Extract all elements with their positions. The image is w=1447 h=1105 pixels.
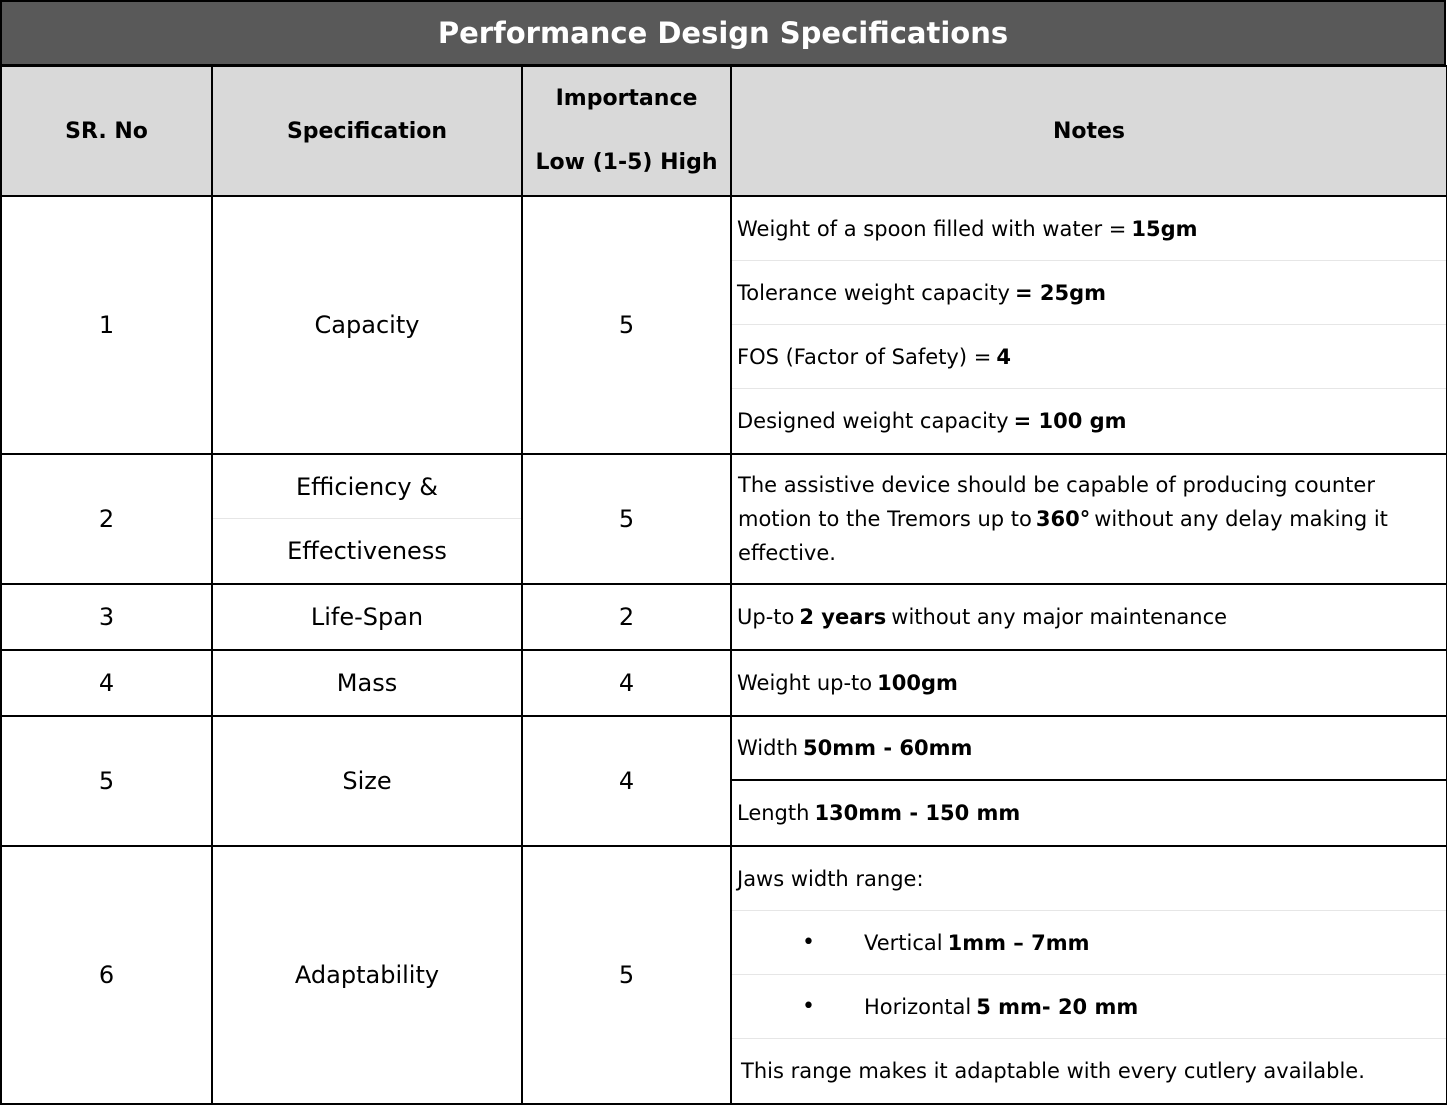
note-line bbox=[732, 651, 1446, 715]
note-text: FOS (Factor of Safety) = bbox=[737, 344, 992, 369]
note-text: without any delay making it effective. bbox=[738, 507, 1388, 565]
table-row bbox=[1, 846, 1447, 1104]
note-text: Length bbox=[737, 801, 810, 825]
specification-line2: Effectiveness bbox=[287, 537, 447, 565]
importance-cell: 5 bbox=[522, 846, 731, 1104]
specification-cell: Life-Span bbox=[212, 584, 522, 650]
sr-no-cell: 3 bbox=[1, 584, 212, 650]
specification-cell: Capacity bbox=[212, 196, 522, 454]
specification-line1: Efficiency & bbox=[213, 455, 521, 519]
note-text: Horizontal bbox=[864, 994, 972, 1019]
note-line bbox=[732, 261, 1446, 325]
header-specification: Specification bbox=[212, 66, 522, 196]
note-text: Weight up-to bbox=[737, 671, 873, 695]
specifications-table bbox=[0, 65, 1447, 1105]
header-row bbox=[1, 66, 1447, 196]
note-line bbox=[732, 585, 1446, 649]
importance-cell: 4 bbox=[522, 716, 731, 846]
header-importance bbox=[522, 66, 731, 196]
table-row bbox=[1, 454, 1447, 584]
table-row bbox=[1, 650, 1447, 716]
note-text: Up-to bbox=[737, 605, 795, 629]
note-value: 1mm – 7mm bbox=[947, 930, 1090, 955]
notes-cell bbox=[731, 650, 1447, 716]
note-text: Width bbox=[737, 736, 799, 760]
bullet-item bbox=[732, 911, 1446, 975]
note-value: 15gm bbox=[1131, 216, 1198, 241]
importance-cell: 4 bbox=[522, 650, 731, 716]
importance-cell: 5 bbox=[522, 454, 731, 584]
sr-no-cell: 6 bbox=[1, 846, 212, 1104]
bullet-icon: • bbox=[802, 930, 815, 955]
note-paragraph bbox=[732, 455, 1446, 583]
notes-cell bbox=[731, 584, 1447, 650]
notes-cell bbox=[731, 716, 1447, 846]
note-value: = 25gm bbox=[1014, 280, 1106, 305]
header-importance-line1: Importance bbox=[555, 86, 698, 111]
note-value: 100gm bbox=[877, 671, 958, 695]
specification-cell: Adaptability bbox=[212, 846, 522, 1104]
specification-cell: Mass bbox=[212, 650, 522, 716]
note-value: 360° bbox=[1035, 507, 1091, 531]
table-row bbox=[1, 584, 1447, 650]
notes-cell bbox=[731, 196, 1447, 454]
header-importance-line2: Low (1-5) High bbox=[535, 150, 718, 175]
note-value: = 100 gm bbox=[1013, 409, 1127, 433]
note-text: Weight of a spoon filled with water = bbox=[737, 216, 1127, 241]
bullet-icon: • bbox=[802, 994, 815, 1019]
specification-cell bbox=[212, 454, 522, 584]
specification-cell: Size bbox=[212, 716, 522, 846]
note-closing bbox=[732, 1039, 1446, 1103]
notes-cell bbox=[731, 454, 1447, 584]
note-text: Vertical bbox=[864, 930, 943, 955]
note-value: 2 years bbox=[799, 605, 887, 629]
sr-no-cell: 5 bbox=[1, 716, 212, 846]
note-text: The assistive device should be capable of producing counter motion to the Tremors up to bbox=[738, 473, 1375, 531]
header-notes: Notes bbox=[731, 66, 1447, 196]
note-line bbox=[732, 717, 1446, 781]
note-intro bbox=[732, 847, 1446, 911]
note-value: 5 mm- 20 mm bbox=[976, 994, 1139, 1019]
sr-no-cell: 1 bbox=[1, 196, 212, 454]
bullet-item bbox=[732, 975, 1446, 1039]
sr-no-cell: 2 bbox=[1, 454, 212, 584]
sr-no-cell: 4 bbox=[1, 650, 212, 716]
header-sr-no: SR. No bbox=[1, 66, 212, 196]
note-line bbox=[732, 389, 1446, 453]
note-value: 50mm - 60mm bbox=[803, 736, 973, 760]
table-row bbox=[1, 716, 1447, 846]
note-line bbox=[732, 197, 1446, 261]
note-text: without any major maintenance bbox=[891, 605, 1228, 629]
importance-cell: 2 bbox=[522, 584, 731, 650]
notes-cell bbox=[731, 846, 1447, 1104]
table-title: Performance Design Specifications bbox=[0, 0, 1446, 66]
importance-cell: 5 bbox=[522, 196, 731, 454]
note-text: This range makes it adaptable with every cutlery available. bbox=[741, 1059, 1365, 1083]
note-line bbox=[732, 781, 1446, 845]
note-value: 130mm - 150 mm bbox=[814, 801, 1021, 825]
note-text: Tolerance weight capacity bbox=[737, 280, 1010, 305]
note-line bbox=[732, 325, 1446, 389]
table-row bbox=[1, 196, 1447, 454]
note-value: 4 bbox=[996, 344, 1011, 369]
note-text: Jaws width range: bbox=[737, 866, 924, 891]
note-text: Designed weight capacity bbox=[737, 409, 1009, 433]
